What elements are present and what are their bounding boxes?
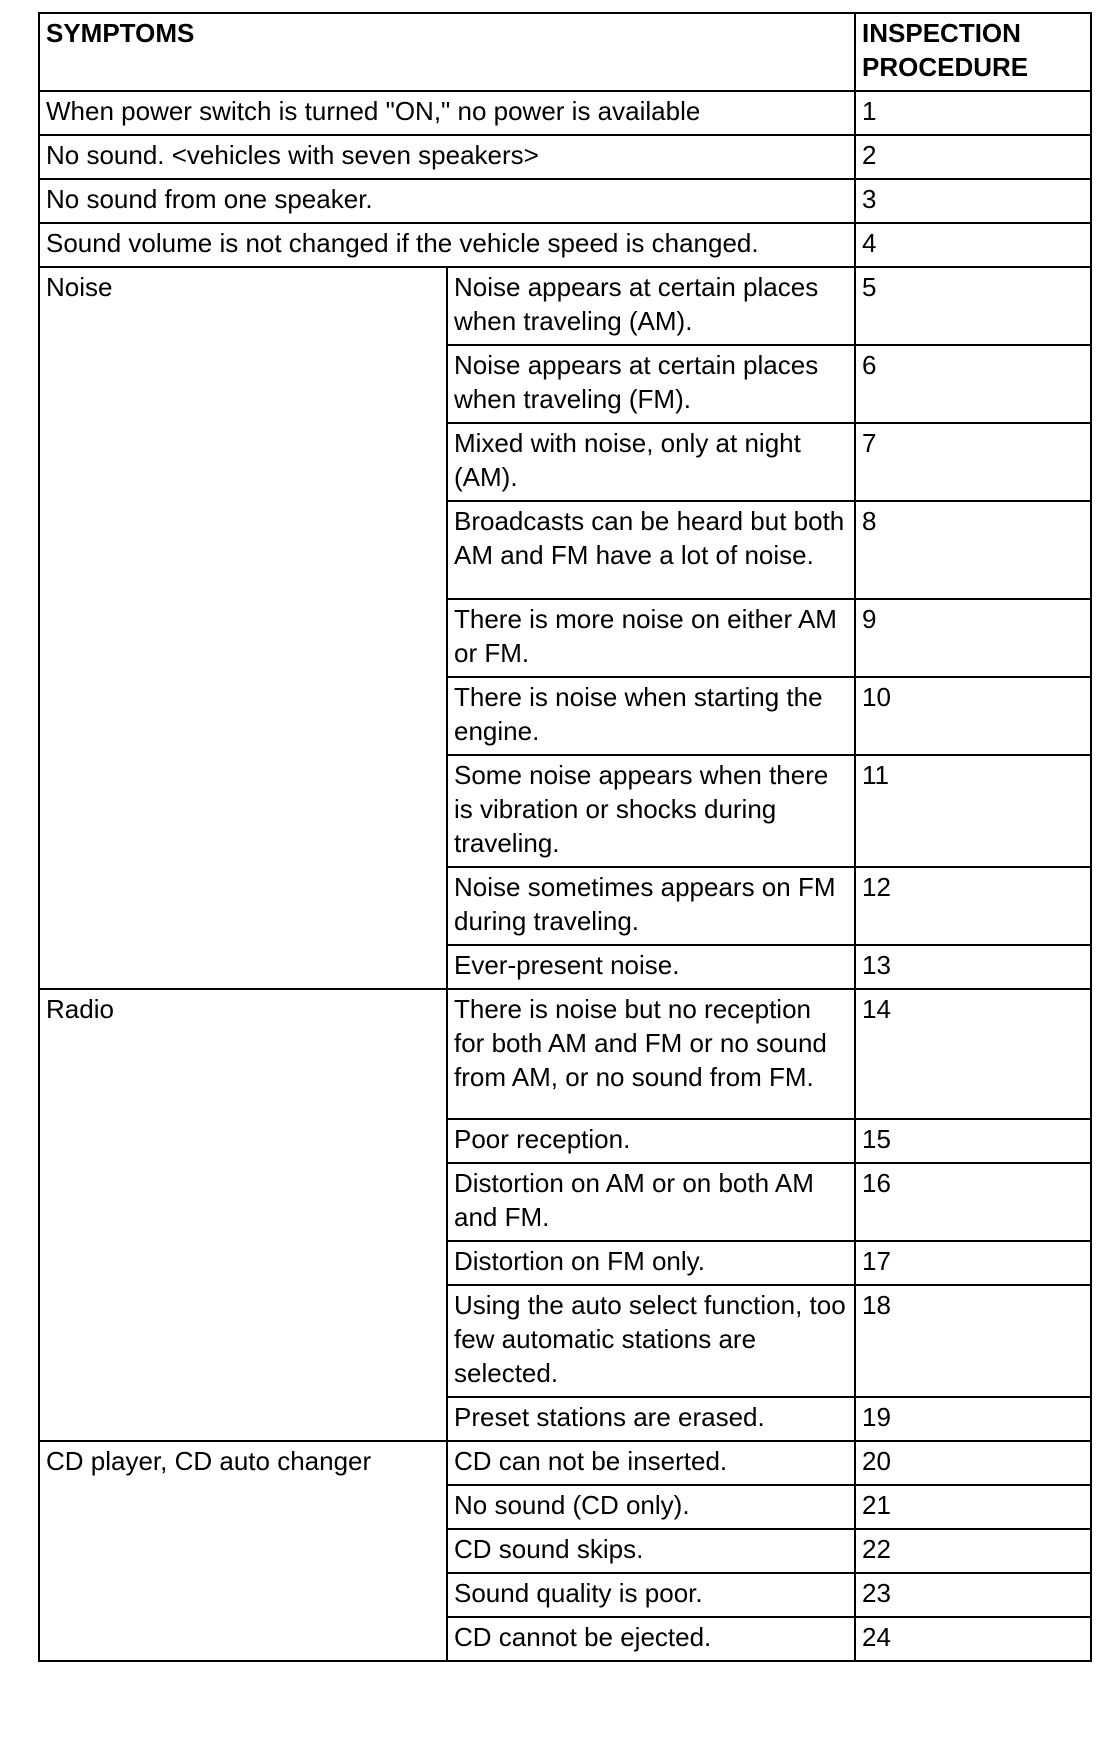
header-row — [39, 13, 1091, 91]
symptom-cell: There is more noise on either AM or FM. — [447, 599, 855, 677]
procedure-cell: 12 — [855, 867, 1091, 945]
symptom-cell: There is noise when starting the engine. — [447, 677, 855, 755]
table-row — [39, 1441, 1091, 1485]
procedure-cell: 3 — [855, 179, 1091, 223]
table-row — [39, 989, 1091, 1119]
symptom-cell: Noise appears at certain places when traveling (FM). — [447, 345, 855, 423]
procedure-cell: 6 — [855, 345, 1091, 423]
symptom-cell: When power switch is turned "ON," no power is available — [39, 91, 855, 135]
procedure-cell: 4 — [855, 223, 1091, 267]
procedure-cell: 11 — [855, 755, 1091, 867]
procedure-cell: 15 — [855, 1119, 1091, 1163]
category-noise: Noise — [39, 267, 447, 989]
symptom-cell: CD cannot be ejected. — [447, 1617, 855, 1661]
procedure-cell: 10 — [855, 677, 1091, 755]
header-symptoms: SYMPTOMS — [39, 13, 855, 91]
procedure-cell: 19 — [855, 1397, 1091, 1441]
category-cd-player: CD player, CD auto changer — [39, 1441, 447, 1661]
procedure-cell: 9 — [855, 599, 1091, 677]
header-procedure-line2: PROCEDURE — [862, 52, 1029, 82]
procedure-cell: 13 — [855, 945, 1091, 989]
symptoms-table — [38, 12, 1092, 1662]
procedure-cell: 16 — [855, 1163, 1091, 1241]
header-procedure-line1: INSPECTION — [862, 18, 1021, 48]
procedure-cell: 18 — [855, 1285, 1091, 1397]
table-row — [39, 91, 1091, 135]
procedure-cell: 17 — [855, 1241, 1091, 1285]
procedure-cell: 5 — [855, 267, 1091, 345]
symptom-cell: Poor reception. — [447, 1119, 855, 1163]
symptom-cell: Noise appears at certain places when traveling (AM). — [447, 267, 855, 345]
procedure-cell: 8 — [855, 501, 1091, 599]
procedure-cell: 20 — [855, 1441, 1091, 1485]
procedure-cell: 21 — [855, 1485, 1091, 1529]
symptom-cell: Noise sometimes appears on FM during traveling. — [447, 867, 855, 945]
symptom-cell: There is noise but no reception for both AM and FM or no sound from AM, or no sound from FM. — [447, 989, 855, 1119]
procedure-cell: 1 — [855, 91, 1091, 135]
symptom-cell: No sound. <vehicles with seven speakers> — [39, 135, 855, 179]
procedure-cell: 2 — [855, 135, 1091, 179]
table-row — [39, 135, 1091, 179]
header-inspection-procedure — [855, 13, 1091, 91]
symptom-cell: Preset stations are erased. — [447, 1397, 855, 1441]
category-radio: Radio — [39, 989, 447, 1441]
symptom-cell: Using the auto select function, too few automatic stations are selected. — [447, 1285, 855, 1397]
symptom-cell: CD can not be inserted. — [447, 1441, 855, 1485]
symptom-cell: Some noise appears when there is vibration or shocks during traveling. — [447, 755, 855, 867]
symptom-cell: Sound quality is poor. — [447, 1573, 855, 1617]
procedure-cell: 22 — [855, 1529, 1091, 1573]
table-row — [39, 267, 1091, 345]
procedure-cell: 14 — [855, 989, 1091, 1119]
procedure-cell: 24 — [855, 1617, 1091, 1661]
symptom-cell: Mixed with noise, only at night (AM). — [447, 423, 855, 501]
symptom-cell: Distortion on FM only. — [447, 1241, 855, 1285]
symptom-cell: CD sound skips. — [447, 1529, 855, 1573]
procedure-cell: 23 — [855, 1573, 1091, 1617]
table-row — [39, 223, 1091, 267]
procedure-cell: 7 — [855, 423, 1091, 501]
symptom-cell: Distortion on AM or on both AM and FM. — [447, 1163, 855, 1241]
symptom-cell: Broadcasts can be heard but both AM and FM have a lot of noise. — [447, 501, 855, 599]
table-row — [39, 179, 1091, 223]
symptom-cell: Ever-present noise. — [447, 945, 855, 989]
symptom-cell: Sound volume is not changed if the vehicle speed is changed. — [39, 223, 855, 267]
symptom-cell: No sound from one speaker. — [39, 179, 855, 223]
symptom-cell: No sound (CD only). — [447, 1485, 855, 1529]
